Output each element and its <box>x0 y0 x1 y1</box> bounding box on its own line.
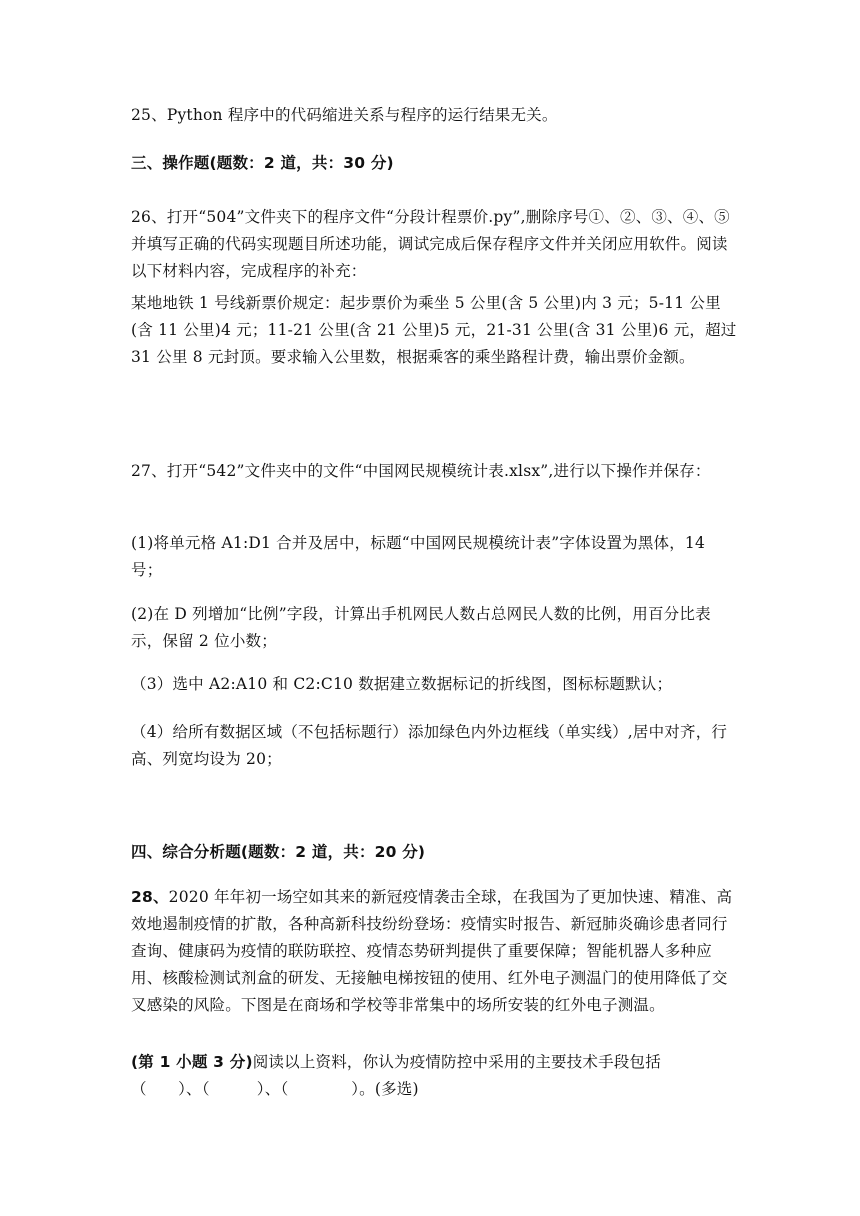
question-25 <box>131 102 739 129</box>
question-28-sub-1 <box>131 1049 739 1103</box>
question-27-intro <box>131 458 739 485</box>
question-27-intro-text: 27、打开“542”文件夹中的文件“中国网民规模统计表.xlsx”,进行以下操作并保存： <box>131 462 711 480</box>
question-27-step-4 <box>131 719 739 773</box>
question-26-intro <box>131 204 739 285</box>
question-28-text: 2020 年年初一场空如其来的新冠疫情袭击全球，在我国为了更加快速、精准、高效地遏制疫情的扩散，各种高新科技纷纷登场：疫情实时报告、新冠肺炎确诊患者同行查询、健康码为疫情的联防联控、疫情态势研判提供了重要保障；智能机器人多种应用、核酸检测试剂盒的研发、无接触电梯按钮的使用、红外电子测温门的使用降低了交叉感染的风险。下图是在商场和学校等非常集中的场所安装的红外电子测温。 <box>131 888 733 1014</box>
question-25-text: 25、Python 程序中的代码缩进关系与程序的运行结果无关。 <box>131 106 558 124</box>
section-4-heading <box>131 839 739 866</box>
question-28-sub-1-blanks: （ ）、（ ）、（ ）。(多选) <box>131 1080 419 1098</box>
section-4-heading-text: 四、综合分析题(题数：2 道，共：20 分) <box>131 843 426 861</box>
question-27-step-1 <box>131 530 739 584</box>
question-27-step-3 <box>131 671 739 698</box>
question-27-step-3-text: （3）选中 A2:A10 和 C2:C10 数据建立数据标记的折线图，图标标题默认； <box>131 675 673 693</box>
question-26-material <box>131 290 739 371</box>
section-3-heading <box>131 150 739 177</box>
question-27-step-2 <box>131 601 739 655</box>
question-28 <box>131 884 739 1019</box>
question-27-step-4-text: （4）给所有数据区域（不包括标题行）添加绿色内外边框线（单实线）,居中对齐，行高、列宽均设为 20； <box>131 723 728 768</box>
question-28-sub-1-text: 阅读以上资料，你认为疫情防控中采用的主要技术手段包括 <box>252 1053 661 1071</box>
question-26-intro-text: 26、打开“504”文件夹下的程序文件“分段计程票价.py”,删除序号①、②、③、④、⑤并填写正确的代码实现题目所述功能，调试完成后保存程序文件并关闭应用软件。阅读以下材料内容，完成程序的补充： <box>131 208 730 280</box>
question-26-material-text: 某地地铁 1 号线新票价规定：起步票价为乘坐 5 公里(含 5 公里)内 3 元；5-11 公里(含 11 公里)4 元；11-21 公里(含 21 公里)5 元，21-31 公里(含 31 公里)6 元，超过 31 公里 8 元封顶。要求输入公里数，根据乘客的乘坐路程计费，输出票价金额。 <box>131 294 737 366</box>
question-27-step-2-text: (2)在 D 列增加“比例”字段，计算出手机网民人数占总网民人数的比例，用百分比表示，保留 2 位小数； <box>131 605 711 650</box>
section-3-heading-text: 三、操作题(题数：2 道，共：30 分) <box>131 154 394 172</box>
question-27-step-1-text: (1)将单元格 A1:D1 合并及居中，标题“中国网民规模统计表”字体设置为黑体，14 号； <box>131 534 706 579</box>
question-28-number: 28、 <box>131 888 169 906</box>
question-28-sub-1-label: (第 1 小题 3 分) <box>131 1053 253 1071</box>
